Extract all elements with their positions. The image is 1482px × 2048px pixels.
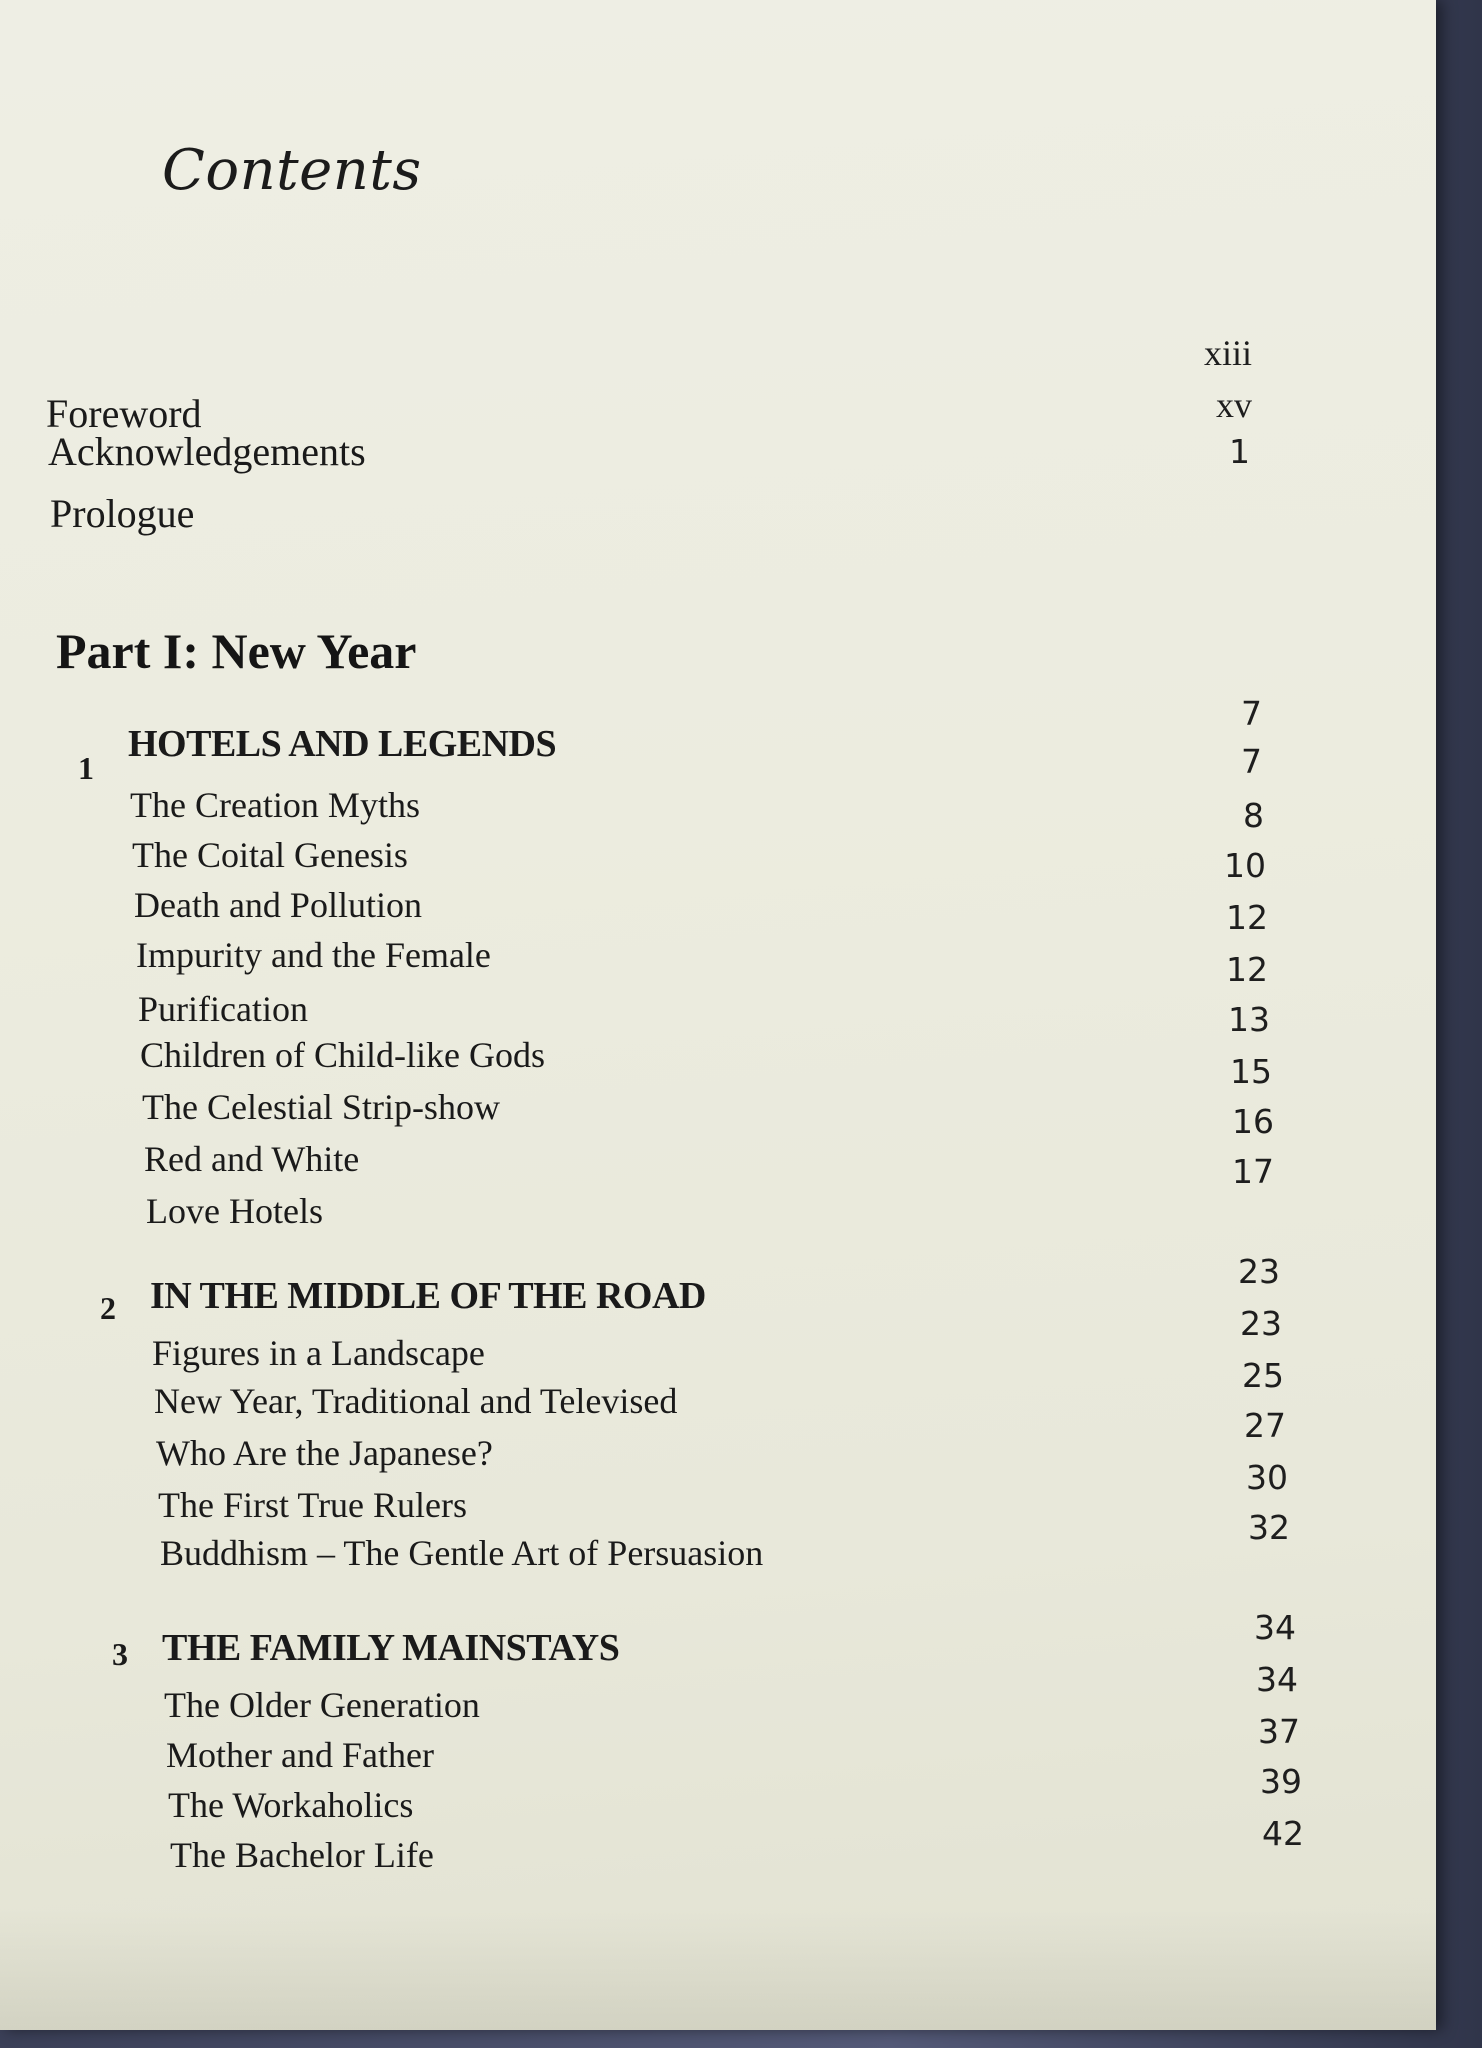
section-entry: The First True Rulers (158, 1485, 468, 1525)
contents-title: Contents (162, 138, 422, 203)
section-page: 10 (1224, 846, 1266, 885)
section-page: 16 (1232, 1102, 1274, 1141)
page-shadow (0, 1910, 1436, 2030)
section-page: 13 (1228, 1000, 1270, 1039)
chapter-number: 2 (100, 1290, 116, 1326)
section-page: 17 (1232, 1152, 1274, 1191)
chapter-number: 3 (112, 1636, 128, 1672)
chapter-title: THE FAMILY MAINSTAYS (162, 1627, 620, 1669)
front-matter-prologue: Prologue (50, 491, 195, 536)
section-page: 37 (1258, 1712, 1300, 1751)
section-page: 23 (1240, 1304, 1282, 1343)
section-entry: Red and White (144, 1139, 360, 1179)
section-entry: Children of Child-like Gods (140, 1035, 545, 1075)
front-matter-acknowledgements: Acknowledgements (48, 429, 366, 474)
section-entry: Figures in a Landscape (152, 1333, 485, 1373)
section-entry: Buddhism – The Gentle Art of Persuasion (160, 1533, 764, 1573)
chapter-page: 7 (1241, 694, 1262, 733)
section-page: 30 (1246, 1458, 1288, 1497)
section-entry: Love Hotels (146, 1191, 323, 1231)
front-matter-acknowledgements-page: xv (1216, 385, 1252, 425)
section-page: 25 (1242, 1356, 1284, 1395)
section-entry: New Year, Traditional and Televised (154, 1381, 678, 1421)
section-page: 12 (1226, 898, 1268, 937)
front-matter-foreword-page: xiii (1203, 333, 1252, 373)
section-page: 12 (1226, 950, 1268, 989)
chapter-page: 34 (1254, 1608, 1296, 1647)
section-entry: The Celestial Strip-show (142, 1087, 500, 1127)
section-page: 42 (1262, 1814, 1304, 1853)
section-page: 34 (1256, 1660, 1298, 1699)
part-title: Part I: New Year (56, 623, 417, 679)
section-entry: The Creation Myths (130, 785, 420, 825)
chapter-title: IN THE MIDDLE OF THE ROAD (150, 1275, 706, 1317)
chapter-page: 23 (1238, 1252, 1280, 1291)
section-page: 15 (1230, 1052, 1272, 1091)
section-entry: Purification (138, 989, 308, 1029)
section-entry: Mother and Father (166, 1735, 434, 1775)
section-entry: Who Are the Japanese? (156, 1433, 493, 1473)
section-page: 32 (1248, 1508, 1290, 1547)
section-entry: The Workaholics (168, 1785, 414, 1825)
front-matter-prologue-page: 1 (1229, 432, 1250, 471)
section-entry: The Coital Genesis (132, 835, 408, 875)
front-matter-foreword: Foreword (46, 391, 202, 436)
section-entry: The Bachelor Life (170, 1835, 434, 1875)
section-entry: Death and Pollution (134, 885, 422, 925)
section-entry: Impurity and the Female (136, 935, 491, 975)
chapter-number: 1 (78, 750, 94, 786)
section-entry: The Older Generation (164, 1685, 480, 1725)
section-page: 7 (1241, 742, 1262, 781)
section-page: 27 (1244, 1406, 1286, 1445)
section-page: 8 (1243, 796, 1264, 835)
section-page: 39 (1260, 1762, 1302, 1801)
chapter-title: HOTELS AND LEGENDS (128, 723, 557, 765)
